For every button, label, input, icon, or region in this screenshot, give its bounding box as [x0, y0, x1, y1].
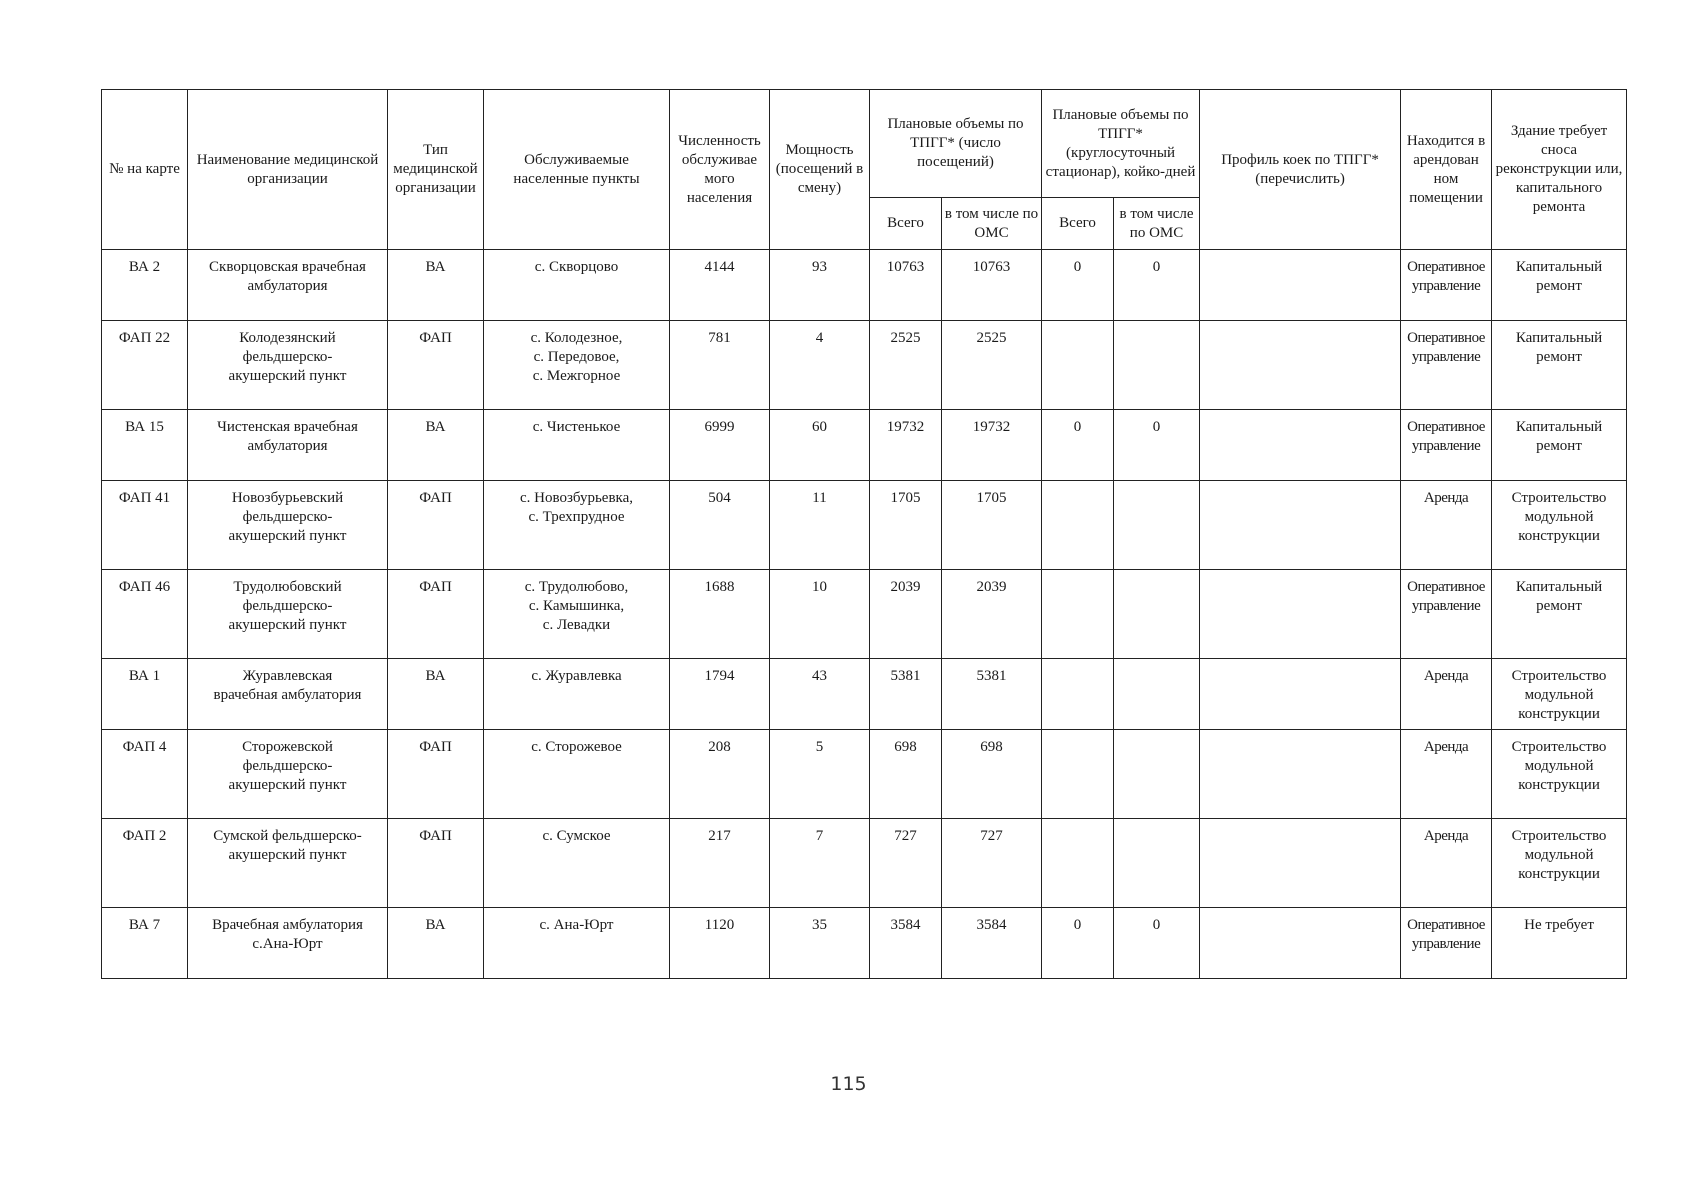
org-name-cell [188, 659, 388, 730]
population-cell: 504 [670, 481, 770, 570]
beds-oms-cell: 0 [1114, 250, 1200, 321]
population-cell: 6999 [670, 410, 770, 481]
beds-oms-cell [1114, 659, 1200, 730]
header-beds-oms: в том числе по ОМС [1114, 198, 1200, 250]
org-name-cell [188, 410, 388, 481]
building-line: модульной [1524, 847, 1594, 863]
map-no-cell: ФАП 41 [102, 481, 188, 570]
building-line: конструкции [1518, 866, 1600, 882]
settlements-line: с. Межгорное [532, 368, 621, 384]
capacity-cell: 60 [770, 410, 870, 481]
header-beds-total: Всего [1042, 198, 1114, 250]
visits-oms-cell: 3584 [942, 908, 1042, 979]
org-name-line: фельдшерско- [242, 598, 333, 614]
org-name-cell [188, 570, 388, 659]
visits-total-cell: 1705 [870, 481, 942, 570]
bed-profile-cell [1200, 659, 1401, 730]
building-cell [1492, 819, 1627, 908]
visits-total-cell: 2039 [870, 570, 942, 659]
header-bed-days-plan: Плановые объемы по ТПГГ* (круглосуточный стационар), койко-дней [1042, 90, 1200, 198]
visits-total-cell: 2525 [870, 321, 942, 410]
building-cell [1492, 481, 1627, 570]
rented-line: управление [1411, 936, 1481, 952]
rented-line: Аренда [1423, 490, 1469, 506]
beds-total-cell [1042, 659, 1114, 730]
org-name-line: акушерский пункт [228, 777, 347, 793]
population-cell: 1688 [670, 570, 770, 659]
table-body [102, 250, 1627, 979]
org-name-cell [188, 819, 388, 908]
building-line: ремонт [1536, 438, 1582, 454]
rented-line: управление [1411, 278, 1481, 294]
rented-cell [1401, 321, 1492, 410]
building-line: Строительство [1511, 668, 1607, 684]
visits-total-cell: 5381 [870, 659, 942, 730]
capacity-cell: 7 [770, 819, 870, 908]
rented-cell [1401, 570, 1492, 659]
settlements-line: с. Трудолюбово, [524, 579, 629, 595]
building-line: конструкции [1518, 706, 1600, 722]
visits-total-cell: 727 [870, 819, 942, 908]
org-name-cell [188, 250, 388, 321]
rented-line: Оперативное [1407, 419, 1485, 435]
beds-total-cell: 0 [1042, 908, 1114, 979]
rented-cell [1401, 250, 1492, 321]
population-cell: 217 [670, 819, 770, 908]
settlements-line: с. Журавлевка [531, 668, 622, 684]
rented-cell [1401, 481, 1492, 570]
org-name-line: фельдшерско- [242, 758, 333, 774]
building-cell [1492, 908, 1627, 979]
beds-oms-cell: 0 [1114, 410, 1200, 481]
settlements-cell [484, 250, 670, 321]
population-cell: 4144 [670, 250, 770, 321]
org-name-line: врачебная амбулатория [213, 687, 362, 703]
org-name-line: Врачебная амбулатория [212, 917, 363, 933]
table-row [102, 908, 1627, 979]
bed-profile-cell [1200, 908, 1401, 979]
beds-total-cell [1042, 570, 1114, 659]
header-settlements: Обслуживаемые населенные пункты [484, 90, 670, 250]
header-bed-profile: Профиль коек по ТПГГ* (перечислить) [1200, 90, 1401, 250]
org-name-line: Скворцовская врачебная [209, 259, 366, 275]
capacity-cell: 11 [770, 481, 870, 570]
beds-oms-cell [1114, 321, 1200, 410]
org-type-cell: ФАП [388, 321, 484, 410]
settlements-line: с. Колодезное, [530, 330, 623, 346]
rented-line: Аренда [1423, 739, 1469, 755]
org-type-cell: ФАП [388, 481, 484, 570]
population-cell: 208 [670, 730, 770, 819]
visits-oms-cell: 698 [942, 730, 1042, 819]
org-name-line: фельдшерско- [242, 509, 333, 525]
settlements-line: с. Новозбурьевка, [519, 490, 633, 506]
map-no-cell: ФАП 46 [102, 570, 188, 659]
settlements-line: с. Передовое, [533, 349, 620, 365]
building-line: Строительство [1511, 828, 1607, 844]
capacity-cell: 10 [770, 570, 870, 659]
beds-total-cell [1042, 730, 1114, 819]
building-cell [1492, 321, 1627, 410]
visits-oms-cell: 1705 [942, 481, 1042, 570]
org-type-cell: ФАП [388, 819, 484, 908]
map-no-cell: ВА 15 [102, 410, 188, 481]
org-type-cell: ВА [388, 659, 484, 730]
org-name-line: Журавлевская [242, 668, 333, 684]
bed-profile-cell [1200, 819, 1401, 908]
building-line: Строительство [1511, 490, 1607, 506]
org-name-cell [188, 730, 388, 819]
visits-oms-cell: 5381 [942, 659, 1042, 730]
org-name-line: Сторожевской [242, 739, 333, 755]
beds-total-cell [1042, 819, 1114, 908]
org-name-line: Сумской фельдшерско- [213, 828, 362, 844]
capacity-cell: 4 [770, 321, 870, 410]
building-cell [1492, 730, 1627, 819]
settlements-cell [484, 570, 670, 659]
capacity-cell: 5 [770, 730, 870, 819]
header-building: Здание требует сноса реконструкции или, капитального ремонта [1492, 90, 1627, 250]
rented-line: Оперативное [1407, 579, 1485, 595]
building-line: Капитальный [1515, 259, 1603, 275]
org-name-line: акушерский пункт [228, 528, 347, 544]
beds-total-cell: 0 [1042, 250, 1114, 321]
org-name-line: акушерский пункт [228, 617, 347, 633]
visits-total-cell: 19732 [870, 410, 942, 481]
rented-cell [1401, 410, 1492, 481]
building-line: конструкции [1518, 528, 1600, 544]
rented-line: Оперативное [1407, 259, 1485, 275]
building-line: Капитальный [1515, 579, 1603, 595]
bed-profile-cell [1200, 321, 1401, 410]
table-row [102, 659, 1627, 730]
org-name-line: с.Ана-Юрт [252, 936, 323, 952]
rented-line: Аренда [1423, 828, 1469, 844]
rented-line: управление [1411, 438, 1481, 454]
building-line: Капитальный [1515, 330, 1603, 346]
settlements-cell [484, 321, 670, 410]
table-row [102, 410, 1627, 481]
building-cell [1492, 659, 1627, 730]
org-name-line: Трудолюбовский [233, 579, 342, 595]
population-cell: 781 [670, 321, 770, 410]
map-no-cell: ФАП 22 [102, 321, 188, 410]
beds-oms-cell [1114, 730, 1200, 819]
capacity-cell: 35 [770, 908, 870, 979]
page-number: 115 [830, 1073, 867, 1095]
building-line: Капитальный [1515, 419, 1603, 435]
building-line: Строительство [1511, 739, 1607, 755]
population-cell: 1120 [670, 908, 770, 979]
building-line: ремонт [1536, 349, 1582, 365]
header-capacity: Мощность (посещений в смену) [770, 90, 870, 250]
header-org-name: Наименование медицинской организации [188, 90, 388, 250]
building-cell [1492, 570, 1627, 659]
rented-cell [1401, 730, 1492, 819]
bed-profile-cell [1200, 570, 1401, 659]
beds-oms-cell: 0 [1114, 908, 1200, 979]
org-type-cell: ВА [388, 908, 484, 979]
beds-oms-cell [1114, 481, 1200, 570]
visits-total-cell: 698 [870, 730, 942, 819]
header-map-no: № на карте [102, 90, 188, 250]
visits-total-cell: 3584 [870, 908, 942, 979]
settlements-line: с. Сумское [542, 828, 611, 844]
settlements-cell [484, 730, 670, 819]
header-population: Численность обслуживае мого населения [670, 90, 770, 250]
capacity-cell: 43 [770, 659, 870, 730]
visits-oms-cell: 19732 [942, 410, 1042, 481]
org-type-cell: ФАП [388, 730, 484, 819]
settlements-line: с. Камышинка, [528, 598, 625, 614]
visits-oms-cell: 727 [942, 819, 1042, 908]
org-type-cell: ФАП [388, 570, 484, 659]
bed-profile-cell [1200, 250, 1401, 321]
header-org-type: Тип медицинской организации [388, 90, 484, 250]
map-no-cell: ВА 7 [102, 908, 188, 979]
org-name-line: акушерский пункт [228, 847, 347, 863]
rented-line: Оперативное [1407, 917, 1485, 933]
bed-profile-cell [1200, 730, 1401, 819]
visits-oms-cell: 10763 [942, 250, 1042, 321]
visits-total-cell: 10763 [870, 250, 942, 321]
org-name-cell [188, 321, 388, 410]
settlements-cell [484, 908, 670, 979]
building-line: конструкции [1518, 777, 1600, 793]
building-line: ремонт [1536, 598, 1582, 614]
building-line: ремонт [1536, 278, 1582, 294]
table-row [102, 730, 1627, 819]
settlements-line: с. Трехпрудное [528, 509, 625, 525]
header-visits-oms: в том числе по ОМС [942, 198, 1042, 250]
settlements-cell [484, 659, 670, 730]
map-no-cell: ВА 1 [102, 659, 188, 730]
rented-cell [1401, 659, 1492, 730]
settlements-cell [484, 410, 670, 481]
settlements-cell [484, 481, 670, 570]
map-no-cell: ФАП 2 [102, 819, 188, 908]
population-cell: 1794 [670, 659, 770, 730]
rented-line: Оперативное [1407, 330, 1485, 346]
table-row [102, 250, 1627, 321]
beds-oms-cell [1114, 819, 1200, 908]
building-cell [1492, 410, 1627, 481]
table-header [102, 90, 1627, 250]
org-name-line: Новозбурьевский [231, 490, 344, 506]
building-line: модульной [1524, 687, 1594, 703]
header-visits-plan: Плановые объемы по ТПГГ* (число посещений) [870, 90, 1042, 198]
facilities-table [101, 89, 1627, 979]
beds-total-cell [1042, 481, 1114, 570]
building-line: модульной [1524, 758, 1594, 774]
org-name-line: амбулатория [247, 278, 328, 294]
capacity-cell: 93 [770, 250, 870, 321]
settlements-line: с. Скворцово [534, 259, 619, 275]
settlements-line: с. Левадки [542, 617, 611, 633]
table-row [102, 819, 1627, 908]
bed-profile-cell [1200, 410, 1401, 481]
settlements-cell [484, 819, 670, 908]
org-type-cell: ВА [388, 410, 484, 481]
org-type-cell: ВА [388, 250, 484, 321]
map-no-cell: ВА 2 [102, 250, 188, 321]
org-name-line: фельдшерско- [242, 349, 333, 365]
org-name-line: Колодезянский [239, 330, 336, 346]
table-row [102, 570, 1627, 659]
org-name-cell [188, 481, 388, 570]
rented-line: управление [1411, 349, 1481, 365]
rented-cell [1401, 819, 1492, 908]
header-visits-total: Всего [870, 198, 942, 250]
bed-profile-cell [1200, 481, 1401, 570]
org-name-line: Чистенская врачебная [217, 419, 358, 435]
building-line: модульной [1524, 509, 1594, 525]
settlements-line: с. Ана-Юрт [539, 917, 614, 933]
org-name-line: амбулатория [247, 438, 328, 454]
rented-line: Аренда [1423, 668, 1469, 684]
table-row [102, 321, 1627, 410]
table-row [102, 481, 1627, 570]
beds-total-cell [1042, 321, 1114, 410]
beds-oms-cell [1114, 570, 1200, 659]
settlements-line: с. Чистенькое [532, 419, 621, 435]
visits-oms-cell: 2039 [942, 570, 1042, 659]
visits-oms-cell: 2525 [942, 321, 1042, 410]
org-name-cell [188, 908, 388, 979]
map-no-cell: ФАП 4 [102, 730, 188, 819]
org-name-line: акушерский пункт [228, 368, 347, 384]
building-cell [1492, 250, 1627, 321]
settlements-line: с. Сторожевое [531, 739, 622, 755]
building-line: Не требует [1524, 917, 1594, 933]
rented-line: управление [1411, 598, 1481, 614]
rented-cell [1401, 908, 1492, 979]
header-rented: Находится в арендован ном помещении [1401, 90, 1492, 250]
beds-total-cell: 0 [1042, 410, 1114, 481]
